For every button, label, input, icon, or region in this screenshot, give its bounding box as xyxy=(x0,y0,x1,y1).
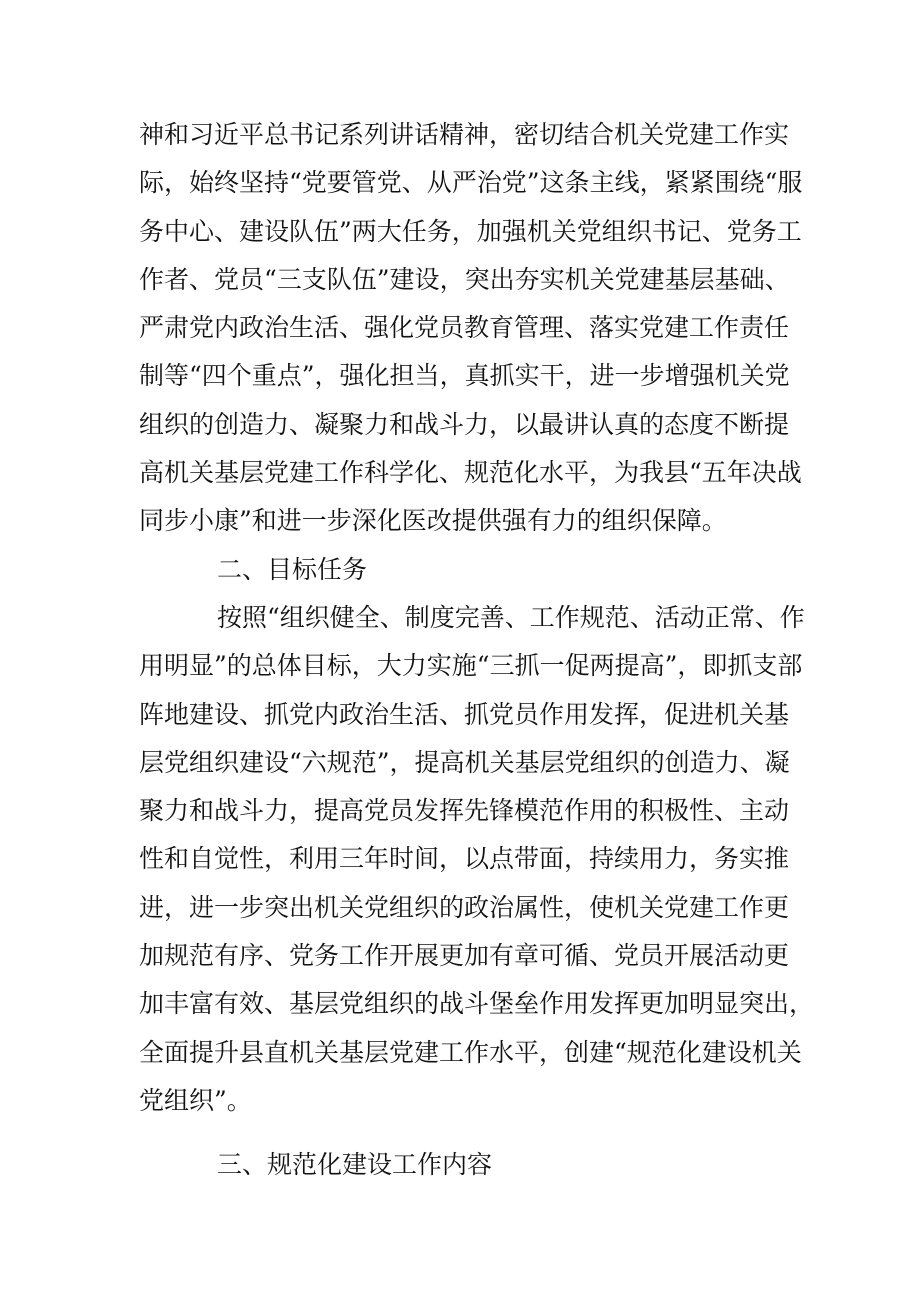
paragraph-1-line: 务中心、建设队伍”两大任务，加强机关党组织书记、党务工 xyxy=(139,216,802,246)
paragraph-2-line: 进，进一步突出机关党组织的政治属性，使机关党建工作更 xyxy=(139,892,790,922)
paragraph-2-line: 层党组织建设“六规范”，提高机关基层党组织的创造力、凝 xyxy=(139,747,790,777)
section-heading-2: 二、目标任务 xyxy=(217,554,368,584)
paragraph-1-line: 同步小康”和进一步深化医改提供强有力的组织保障。 xyxy=(139,506,727,536)
paragraph-2-line: 阵地建设、抓党内政治生活、抓党员作用发挥，促进机关基 xyxy=(139,699,790,729)
paragraph-2 xyxy=(139,594,815,1125)
paragraph-1-line: 神和习近平总书记系列讲话精神，密切结合机关党建工作实 xyxy=(139,120,790,149)
paragraph-2-line: 党组织”。 xyxy=(139,1085,252,1115)
paragraph-1 xyxy=(139,111,803,546)
paragraph-1-line: 组织的创造力、凝聚力和战斗力，以最讲认真的态度不断提 xyxy=(139,409,790,439)
paragraph-2-line: 用明显”的总体目标，大力实施“三抓一促两提高”，即抓支部 xyxy=(139,651,803,681)
paragraph-spacer xyxy=(139,1125,783,1141)
paragraph-1-line: 严肃党内政治生活、强化党员教育管理、落实党建工作责任 xyxy=(139,313,790,343)
paragraph-1-line: 际，始终坚持“党要管党、从严治党”这条主线，紧紧围绕“服 xyxy=(139,168,803,198)
document-body xyxy=(139,111,815,1190)
section-heading-3: 三、规范化建设工作内容 xyxy=(217,1150,493,1180)
paragraph-1-line: 作者、党员“三支队伍”建设，突出夯实机关党建基层基础、 xyxy=(139,264,790,294)
paragraph-1-line: 制等“四个重点”，强化担当，真抓实干，进一步增强机关党 xyxy=(139,361,790,391)
paragraph-2-line: 聚力和战斗力，提高党员发挥先锋模范作用的积极性、主动 xyxy=(139,796,790,826)
paragraph-2-line: 加丰富有效、基层党组织的战斗堡垒作用发挥更加明显突出， xyxy=(139,989,815,1019)
paragraph-2-line: 性和自觉性，利用三年时间，以点带面，持续用力，务实推 xyxy=(139,844,790,874)
paragraph-1-line: 高机关基层党建工作科学化、规范化水平，为我县“五年决战 xyxy=(139,458,802,488)
paragraph-2-line: 全面提升县直机关基层党建工作水平，创建“规范化建设机关 xyxy=(139,1037,802,1067)
paragraph-2-line: 加规范有序、党务工作开展更加有章可循、党员开展活动更 xyxy=(139,941,790,971)
paragraph-2-line: 按照“组织健全、制度完善、工作规范、活动正常、作 xyxy=(217,602,805,632)
